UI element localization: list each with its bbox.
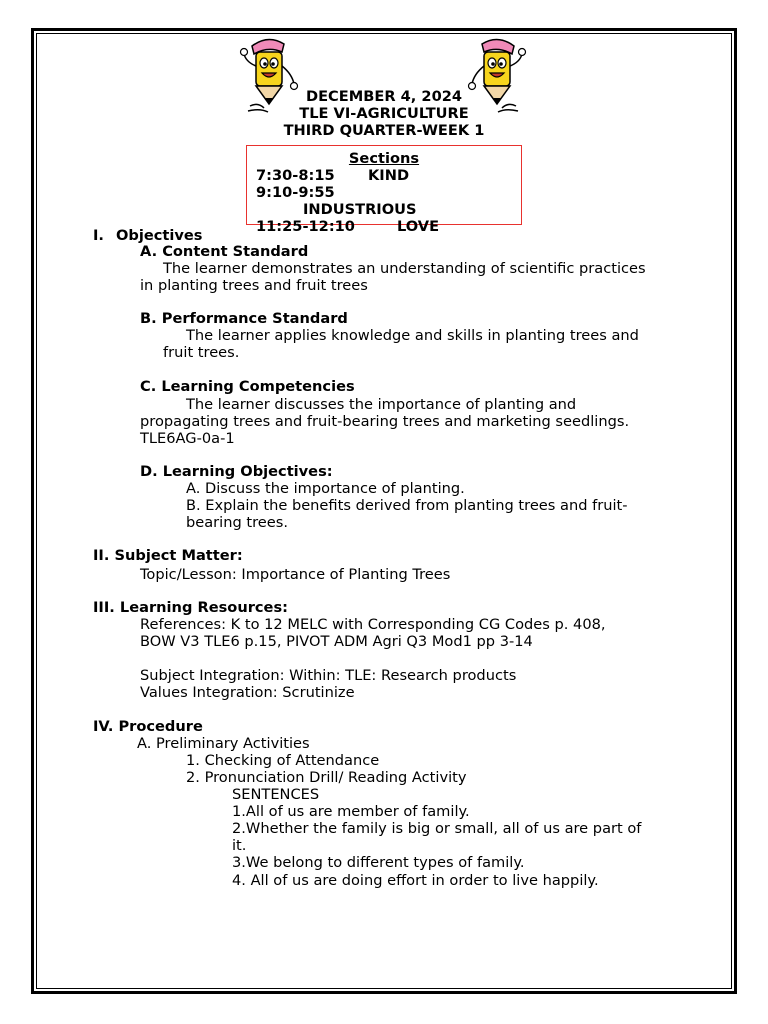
sentence-item: 3.We belong to different types of family. <box>232 854 525 871</box>
procedure-heading: IV. Procedure <box>93 718 203 735</box>
subject-integration: Subject Integration: Within: TLE: Research products <box>140 667 517 684</box>
topic-text: Topic/Lesson: Importance of Planting Trees <box>140 566 451 583</box>
section-name: KIND <box>368 167 410 184</box>
objectives-heading: Objectives <box>116 227 203 244</box>
competency-code: TLE6AG-0a-1 <box>140 430 235 447</box>
sections-title: Sections <box>348 150 420 167</box>
learning-objective-item: bearing trees. <box>186 514 288 531</box>
sentence-item: 1.All of us are member of family. <box>232 803 470 820</box>
performance-standard-text: The learner applies knowledge and skills in planting trees and <box>186 327 639 344</box>
sections-box <box>246 145 522 235</box>
learning-objective-item: A. Discuss the importance of planting. <box>186 480 465 497</box>
objectives-number: I. <box>93 227 104 244</box>
lesson-subject: TLE VI-AGRICULTURE <box>299 105 469 122</box>
values-integration: Values Integration: Scrutinize <box>140 684 355 701</box>
learning-objective-item: B. Explain the benefits derived from planting trees and fruit- <box>186 497 628 514</box>
sentence-item: 2.Whether the family is big or small, all of us are part of <box>232 820 642 837</box>
references-text: References: K to 12 MELC with Corresponding CG Codes p. 408, <box>140 616 606 633</box>
performance-standard-text: fruit trees. <box>163 344 240 361</box>
subject-matter-heading: II. Subject Matter: <box>93 547 243 564</box>
learning-objectives-title: D. Learning Objectives: <box>140 463 333 480</box>
competencies-title: C. Learning Competencies <box>140 378 355 395</box>
resources-heading: III. Learning Resources: <box>93 599 288 616</box>
lesson-date: DECEMBER 4, 2024 <box>305 88 463 105</box>
section-time: 7:30-8:15 <box>256 167 335 184</box>
content-standard-text: in planting trees and fruit trees <box>140 277 368 294</box>
sentences-label: SENTENCES <box>232 786 320 803</box>
lesson-quarter: THIRD QUARTER-WEEK 1 <box>283 122 485 139</box>
competencies-text: propagating trees and fruit-bearing trees and marketing seedlings. <box>140 413 630 430</box>
references-text: BOW V3 TLE6 p.15, PIVOT ADM Agri Q3 Mod1 pp 3-14 <box>140 633 533 650</box>
procedure-item: 2. Pronunciation Drill/ Reading Activity <box>186 769 467 786</box>
section-name: LOVE <box>397 218 440 235</box>
competencies-text: The learner discusses the importance of planting and <box>186 396 577 413</box>
sentence-item: 4. All of us are doing effort in order to live happily. <box>232 872 599 889</box>
performance-standard-title: B. Performance Standard <box>140 310 348 327</box>
section-time: 11:25-12:10 <box>256 218 355 235</box>
section-time: 9:10-9:55 <box>256 184 335 201</box>
procedure-item: 1. Checking of Attendance <box>186 752 380 769</box>
section-name: INDUSTRIOUS <box>303 201 417 218</box>
sentence-item: it. <box>232 837 247 854</box>
content-standard-title: A. Content Standard <box>140 243 309 260</box>
content-standard-text: The learner demonstrates an understanding of scientific practices <box>163 260 646 277</box>
preliminary-activities: A. Preliminary Activities <box>137 735 310 752</box>
